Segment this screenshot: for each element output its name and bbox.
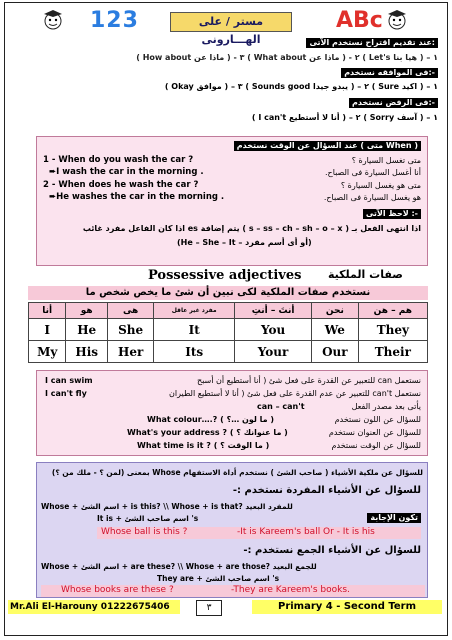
- rule-ar: للسؤال عن اللون نستخدم: [334, 415, 421, 424]
- rule-ar: نستعمل can't للتعبير عن عدم القدرة على فعل شئ ( أنا لا أستطيع الطيران: [169, 389, 421, 398]
- rule-ar: يأتى بعد مصدر الفعل: [351, 402, 421, 411]
- table-cell: He: [66, 319, 108, 341]
- table-cell: هى: [108, 303, 154, 319]
- plural-answer: They are + اسم صاحب الشئ 's: [157, 574, 280, 583]
- possessive-subtitle: نستخدم صفات الملكية لكى نبين أن شئ ما يخص شخص ما: [28, 286, 428, 300]
- possessive-title-ar: صفات الملكية: [328, 268, 403, 281]
- table-cell: أنا: [29, 303, 66, 319]
- example-2-highlight: [41, 585, 425, 597]
- refuse-line: ١ – ( آسف Sorry ) ٢ – ( أنا لا أستطيع I can't ): [251, 113, 438, 122]
- table-row: [29, 319, 428, 341]
- example-en: can – can't: [257, 402, 305, 411]
- note-label: لاحظ الآتى :-: [363, 209, 421, 219]
- table-cell: They: [358, 319, 427, 341]
- note-line-2: (He – She – It – أو أى أسم مفرد): [177, 238, 312, 247]
- plural-label: للسؤال عن الأشياء الجمع نستخدم :-: [243, 545, 421, 556]
- page-footer: [8, 600, 444, 614]
- table-cell: نحن: [312, 303, 359, 319]
- rule-ar: للسؤال عن الوقت نستخدم: [331, 441, 421, 450]
- when-section: [36, 136, 428, 266]
- table-row: [29, 341, 428, 363]
- example-1-answer: -It is Kareem's ball Or - It is his: [237, 527, 375, 537]
- singular-question: Whose + اسم الشئ + is this? \\ Whose + is that? للمفرد البعيد: [41, 502, 293, 511]
- answer-1: ➨I wash the car in the morning .: [49, 167, 204, 177]
- question-2-ar: متى هو يغسل السيارة ؟: [340, 181, 421, 190]
- footer-term: Primary 4 - Second Term: [252, 600, 442, 614]
- suggestion-section: [8, 38, 444, 130]
- singular-answer: It is + اسم صاحب الشئ 's: [97, 514, 199, 523]
- table-row: [29, 303, 428, 319]
- teacher-title: مستر / على الهـــارونى: [170, 12, 292, 32]
- answer-label: تكون الإجابة: [367, 513, 421, 523]
- whose-section: [36, 462, 428, 598]
- table-cell: Her: [108, 341, 154, 363]
- possessive-title: Possessive adjectives: [148, 268, 302, 283]
- section-label: عند السؤال عن الوقت نستخدم ( متى When ): [234, 141, 421, 151]
- table-cell: His: [66, 341, 108, 363]
- table-cell: My: [29, 341, 66, 363]
- logo-letters: ABc: [336, 8, 383, 33]
- agree-line: ١ – ( اكيد Sure ) ٢ – ( يبدو جيدا Sounds good ) ٣ – ( موافق Okay ): [164, 82, 438, 91]
- note-line-1: اذا انتهى الفعل بـ ( s – ss – ch – sh – o – x ) يتم إضافة es اذا كان الفاعل مفرد غائب: [82, 224, 421, 233]
- footer-teacher: Mr.Ali El-Harouny 01222675406: [8, 600, 180, 614]
- answer-1-ar: أنا أغسل السيارة فى الصباح.: [324, 168, 421, 177]
- example-en: What time is it ? ( ما الوقت ؟ ): [137, 441, 270, 450]
- example-1-highlight: [97, 527, 421, 539]
- arrow-icon: ➨: [49, 192, 57, 202]
- table-cell: Their: [358, 341, 427, 363]
- student-face-icon: [384, 8, 410, 30]
- table-cell: Our: [312, 341, 359, 363]
- table-cell: هو: [66, 303, 108, 319]
- arrow-icon: ➨: [49, 167, 57, 177]
- question-1: 1 - When do you wash the car ?: [43, 155, 194, 165]
- example-en: I can swim: [45, 376, 93, 385]
- table-cell: You: [235, 319, 312, 341]
- table-cell: Its: [154, 341, 235, 363]
- plural-question: Whose + اسم الشئ + are these? \\ Whose + are those? للجمع البعيد: [41, 562, 317, 571]
- answer-2-ar: هو يغسل السيارة فى الصباح.: [323, 193, 421, 202]
- refuse-label: فى الرفض نستخدم:-: [349, 98, 438, 108]
- question-1-ar: متى تغسل السيارة ؟: [351, 156, 421, 165]
- whose-intro: للسؤال عن ملكية الأشياء ( صاحب الشئ ) نستخدم أداة الاستفهام Whose بمعنى (لمن ؟ - ملك من ؟): [51, 468, 423, 477]
- table-cell: We: [312, 319, 359, 341]
- answer-2: ➨He washes the car in the morning .: [49, 192, 225, 202]
- example-en: I can't fly: [45, 389, 87, 398]
- can-section: [36, 370, 428, 456]
- rule-ar: للسؤال عن العنوان نستخدم: [328, 428, 421, 437]
- logo-numbers: 123: [90, 8, 139, 33]
- table-cell: أنتَ – أنتِ: [235, 303, 312, 319]
- rule-ar: نستعمل can للتعبير عن القدرة على فعل شئ ( أنا أستطيع أن أسبح: [196, 376, 421, 385]
- example-en: What colour….? ( ما لون …؟ ): [147, 415, 275, 424]
- possessive-section: [28, 268, 428, 368]
- page-number: ٣: [196, 600, 222, 616]
- table-cell: It: [154, 319, 235, 341]
- table-cell: Your: [235, 341, 312, 363]
- example-2: Whose books are these ?: [61, 585, 174, 595]
- table-cell: هم – هن: [358, 303, 427, 319]
- question-2: 2 - When does he wash the car ?: [43, 180, 199, 190]
- example-en: What's your address ? ( ما عنوانك ؟ ): [127, 428, 288, 437]
- possessive-table: [28, 302, 428, 363]
- example-2-answer: -They are Kareem's books.: [231, 585, 350, 595]
- table-cell: I: [29, 319, 66, 341]
- table-cell: She: [108, 319, 154, 341]
- student-face-icon: [40, 8, 66, 30]
- agree-label: فى الموافقه نستخدم:-: [341, 68, 438, 78]
- table-cell: مفرد غير عاقل: [154, 303, 235, 319]
- example-1: Whose ball is this ?: [101, 527, 188, 537]
- section-label: عند تقديم اقتراح نستخدم الآتى:: [306, 38, 438, 48]
- suggestion-line: ١ – ( هيا بنا Let's ) ٢ - ( ماذا عن What about ) ٣ - ( ماذا عن How about ): [136, 53, 438, 62]
- singular-label: للسؤال عن الأشياء المفردة نستخدم :-: [232, 485, 421, 496]
